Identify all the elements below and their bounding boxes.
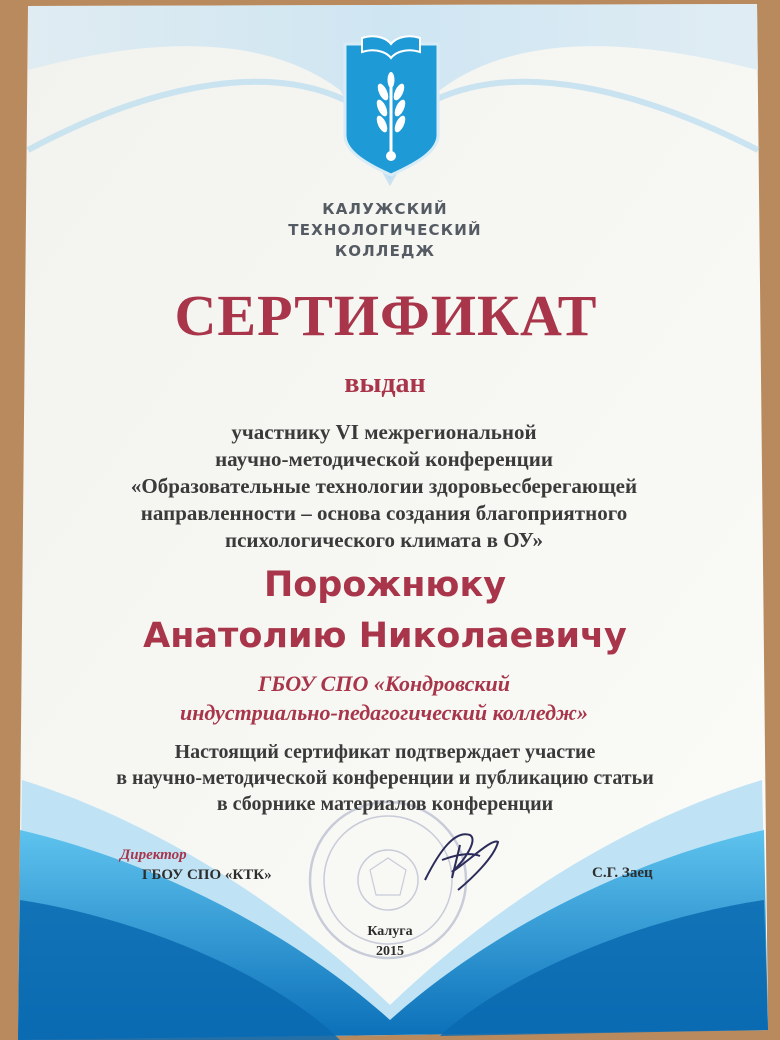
recipient-surname: Порожнюку — [263, 565, 507, 605]
college-name — [0, 199, 775, 262]
recipient-name — [0, 560, 775, 662]
place-and-year — [350, 922, 430, 962]
confirmation-text — [0, 739, 775, 817]
director-title — [120, 845, 272, 885]
confirmation-line: в сборнике материалов конференции — [216, 793, 554, 815]
college-name-line: КАЛУЖСКИЙ — [322, 200, 448, 218]
issued-label: выдан — [344, 368, 426, 399]
description-line: участнику VI межрегиональной — [231, 420, 537, 444]
college-logo-icon — [345, 36, 438, 175]
recipient-organization — [0, 669, 774, 727]
confirmation-line: в научно-методической конференции и публикацию статьи — [116, 767, 654, 789]
college-name-line: КОЛЛЕДЖ — [334, 242, 436, 260]
recipient-given-names: Анатолию Николаевичу — [143, 616, 627, 656]
confirmation-line: Настоящий сертификат подтверждает участие — [174, 741, 596, 763]
description-line: психологического климата в ОУ» — [225, 528, 543, 552]
place: Калуга — [367, 924, 413, 939]
director-title-line: Директор — [120, 847, 187, 863]
director-name: С.Г. Заец — [592, 865, 653, 881]
description-line: «Образовательные технологии здоровьесберегающей — [130, 474, 638, 498]
description-line: направленности – основа создания благоприятного — [140, 501, 628, 525]
organization-line: ГБОУ СПО «Кондровский — [258, 671, 510, 696]
year: 2015 — [376, 944, 404, 959]
director-title-line: ГБОУ СПО «КТК» — [142, 867, 272, 883]
description-line: научно-методической конференции — [215, 447, 553, 471]
college-name-line: ТЕХНОЛОГИЧЕСКИЙ — [288, 221, 482, 239]
conference-description — [0, 419, 774, 554]
organization-line: индустриально-педагогический колледж» — [179, 700, 588, 725]
certificate-title: СЕРТИФИКАТ — [174, 283, 598, 348]
